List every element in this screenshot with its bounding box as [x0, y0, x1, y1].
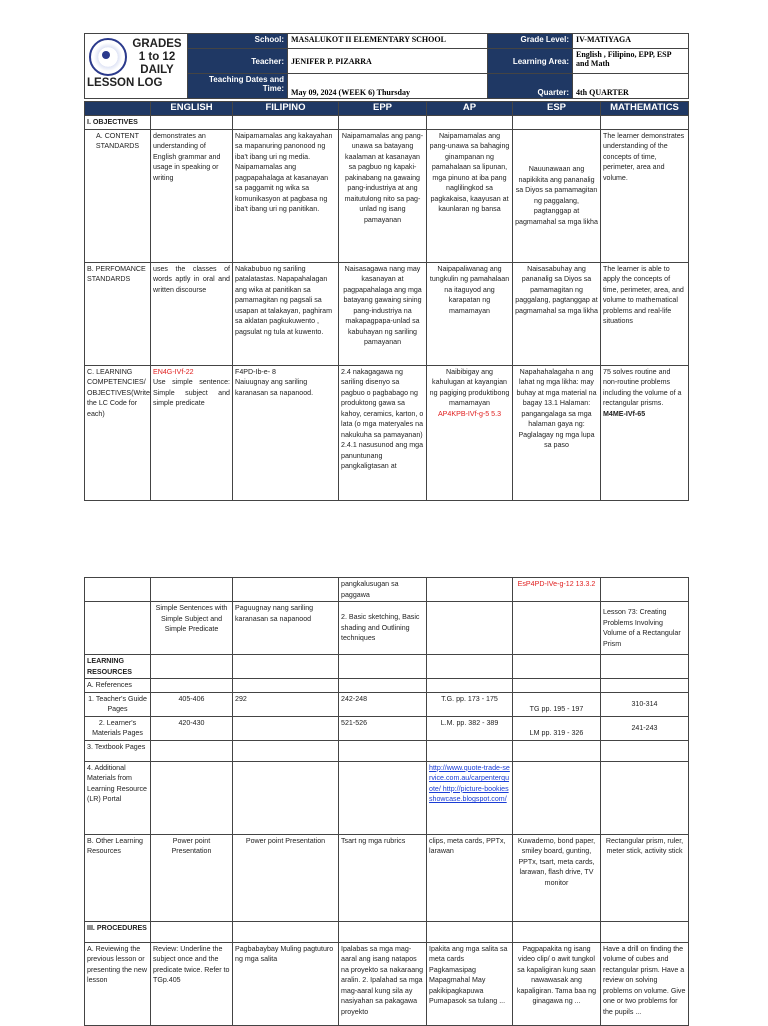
other-math: Rectangular prism, ruler, meter stick, activity stick: [601, 834, 689, 921]
content-filipino: Naipamamalas ang kakayahan sa mapanuring panonood ng iba't ibang uri ng media. Naipamamalas ang pagpapahalaga at kasanayan sa paggamit ng wika sa komunikasyon at pagbasa ng iba't ibang uri ng panitikan.: [233, 129, 339, 262]
teacher-value: JENIFER P. PIZARRA: [288, 49, 488, 74]
competency-esp: Napahahalagaha n ang lahat ng mga likha: may buhay at mga material na bagay 13.1 Halaman: pangangalaga sa mga halaman gaya ng: Paglalagay ng mga lupa sa paso: [513, 365, 601, 500]
lm-filipino: [233, 716, 339, 740]
dates-value: May 09, 2024 (WEEK 6) Thursday: [288, 74, 488, 99]
topic-filipino: Paguugnay nang sariling karanasan sa napanood: [233, 602, 339, 655]
header-title: GRADES 1 to 12 DAILY: [132, 38, 182, 76]
competency-filipino: [233, 365, 339, 500]
col-head-blank: [85, 102, 151, 116]
performance-esp: Naisasabuhay ang pananalig sa Diyos sa pamamagitan ng paggalang, pagtanggap at pagmamahal sa mga likha: [513, 262, 601, 365]
competency-ap-code: AP4KPB-IVf-g-5 5.3: [437, 409, 502, 418]
resources-heading: LEARNING RESOURCES: [85, 655, 151, 679]
review-math: Have a drill on finding the volume of cubes and rectangular prism. Have a review on solving problems on volume. Give one or two problems for the pupils ...: [601, 942, 689, 1025]
header-title-block: [85, 34, 188, 99]
learning-area-value: English , Filipino, EPP, ESP and Math: [573, 49, 689, 74]
esp-code: EsP4PD-IVe-g-12 13.3.2: [513, 578, 601, 602]
tg-epp: 242-248: [339, 692, 427, 716]
tg-ap: T.G. pp. 173 - 175: [427, 692, 513, 716]
objectives-heading: I. OBJECTIVES: [85, 116, 151, 130]
ap-portal-links[interactable]: http://www.quote-trade-service.com.au/carpenterquote/ http://picture-bookiesshowcase.blogspot.com/: [427, 761, 513, 834]
review-english: Review: Underline the subject once and the predicate twice. Refer to TGp.405: [151, 942, 233, 1025]
tg-math: 310-314: [601, 692, 689, 716]
other-epp: Tsart ng mga rubrics: [339, 834, 427, 921]
competency-ap-text: Naibibigay ang kahulugan at kayangian ng pagiging produktibong mamamayan: [429, 367, 510, 407]
reviewing-label: A. Reviewing the previous lesson or presenting the new lesson: [85, 942, 151, 1025]
tg-esp: TG pp. 195 - 197: [513, 692, 601, 716]
other-filipino: Power point Presentation: [233, 834, 339, 921]
performance-math: The learner is able to apply the concepts of time, perimeter, area, and volume to mathematical problems and real-life situations: [601, 262, 689, 365]
col-head-ap: AP: [427, 102, 513, 116]
learning-area-label: Learning Area:: [488, 49, 573, 74]
teacher-guide-label: 1. Teacher's Guide Pages: [85, 692, 151, 716]
performance-standards-label: B. PERFOMANCE STANDARDS: [85, 262, 151, 365]
topic-math: Lesson 73: Creating Problems Involving Volume of a Rectangular Prism: [601, 602, 689, 655]
performance-epp: Naisasagawa nang may kasanayan at pagpapahalaga ang mga batayang gawaing sining pang-industriya na makapagpapa-unlad sa kabuhayan ng sariling pamayanan: [339, 262, 427, 365]
topic-epp: 2. Basic sketching, Basic shading and Outlining techniques: [339, 602, 427, 655]
other-esp: Kuwaderno, bond paper, smiley board, gunting, PPTx, tsart, meta cards, larawan, flash drive, TV monitor: [513, 834, 601, 921]
content-epp: Naipamamalas ang pang-unawa sa batayang kaalaman at kasanayan sa pagbuo ng kapaki-pakinabang na gawaing pang-industriya at ang maitutulong nito sa pag-unlad ng isang pamayanan: [339, 129, 427, 262]
content-math: The learner demonstrates understanding of the concepts of time, perimeter, area and volume.: [601, 129, 689, 262]
competency-english: [151, 365, 233, 500]
tg-english: 405-406: [151, 692, 233, 716]
competency-ap: [427, 365, 513, 500]
quarter-label: Quarter:: [488, 74, 573, 99]
review-ap: Ipakita ang mga salita sa meta cards Pagkamasipag Mapagmahal May pakikipagkapuwa Pumapasok sa tulang ...: [427, 942, 513, 1025]
lesson-log-header: [84, 33, 688, 99]
competency-filipino-code: F4PD-Ib-e- 8: [235, 367, 276, 376]
review-esp: Pagpapakita ng isang video clip/ o awit tungkol sa kapaligiran kung saan nawawasak ang kapaligiran. Tama baa ng ginagawa ng ...: [513, 942, 601, 1025]
performance-ap: Naipapaliwanag ang tungkulin ng pamahalaan na itaguyod ang karapatan ng mamamayan: [427, 262, 513, 365]
competency-math-text: 75 solves routine and non-routine problems including the volume of a rectangular prisms.: [603, 367, 682, 407]
content-english: demonstrates an understanding of English grammar and usage in speaking or writing: [151, 129, 233, 262]
procedures-heading: III. PROCEDURES: [85, 921, 151, 942]
performance-filipino: Nakabubuo ng sariling patalatastas. Napapahalagan ang wika at panitikan sa pamamagitan ng pagsali sa usapan at talakayan, paghiram sa aklatan pagkukuwento , pagsulat ng tula at kuwento.: [233, 262, 339, 365]
competency-filipino-text: Naiuugnay ang sariling karanasan sa napanood.: [235, 378, 314, 397]
header-title-lesson-log: LESSON LOG: [87, 77, 163, 89]
performance-english: uses the classes of words aptly in oral and written discourse: [151, 262, 233, 365]
lm-ap: L.M. pp. 382 - 389: [427, 716, 513, 740]
lesson-log-table: [84, 101, 688, 501]
content-standards-label: A. CONTENT STANDARDS: [85, 129, 151, 262]
school-label: School:: [188, 34, 288, 49]
teacher-label: Teacher:: [188, 49, 288, 74]
content-esp: Nauunawaan ang napikikita ang pananalig sa Diyos sa pamamagitan ng paggalang, pagtanggap at pagmamahal sa mga likha: [513, 129, 601, 262]
col-head-math: MATHEMATICS: [601, 102, 689, 116]
topic-english: Simple Sentences with Simple Subject and Simple Predicate: [151, 602, 233, 655]
lm-epp: 521-526: [339, 716, 427, 740]
col-head-esp: ESP: [513, 102, 601, 116]
content-ap: Naipamamalas ang pang-unawa sa bahaging ginampanan ng pamahalaan sa lipunan, mga pinuno at iba pang naglilingkod sa pagkakaisa, kaayusan at kaunlaran ng bansa: [427, 129, 513, 262]
grade-label: Grade Level:: [488, 34, 573, 49]
dates-label: Teaching Dates and Time:: [188, 74, 288, 99]
quarter-value: 4th QUARTER: [573, 74, 689, 99]
references-label: A. References: [85, 679, 151, 693]
additional-materials-label: 4. Additional Materials from Learning Resource (LR) Portal: [85, 761, 151, 834]
epp-continued: pangkalusugan sa paggawa: [339, 578, 427, 602]
review-epp: Ipalabas sa mga mag-aaral ang isang natapos na proyekto sa nakaraang aralin. 2. Ipalahad sa mga mag-aaral kung sila ay nasiyahan sa pakagawa proyekto: [339, 942, 427, 1025]
competency-english-text: Use simple sentence: Simple subject and simple predicate: [153, 378, 230, 407]
other-resources-label: B. Other Learning Resources: [85, 834, 151, 921]
competency-english-code: EN4G-IVf-22: [153, 367, 194, 376]
col-head-filipino: FILIPINO: [233, 102, 339, 116]
competency-math: [601, 365, 689, 500]
lm-math: 241-243: [601, 716, 689, 740]
deped-seal-logo: [89, 38, 127, 76]
lesson-log-table-page2: [84, 577, 688, 1026]
col-head-epp: EPP: [339, 102, 427, 116]
competency-math-code: M4ME-IVf-65: [603, 409, 646, 418]
grade-value: IV-MATIYAGA: [573, 34, 689, 49]
competency-epp: 2.4 nakagagawa ng sariling disenyo sa pagbuo o pagbabago ng produktong gawa sa kahoy, ceramics, karton, o lata (o mga materyales na nakukuha sa pamayanan) 2.4.1 nasusunod ang mga panuntunang pangkaligtasan at: [339, 365, 427, 500]
other-english: Power point Presentation: [151, 834, 233, 921]
competencies-label: C. LEARNING COMPETENCIES/ OBJECTIVES(Write the LC Code for each): [85, 365, 151, 500]
learner-materials-label: 2. Learner's Materials Pages: [85, 716, 151, 740]
review-filipino: Pagbabaybay Muling pagtuturo ng mga salita: [233, 942, 339, 1025]
tg-filipino: 292: [233, 692, 339, 716]
lm-english: 420-430: [151, 716, 233, 740]
school-value: MASALUKOT II ELEMENTARY SCHOOL: [288, 34, 488, 49]
textbook-label: 3. Textbook Pages: [85, 740, 151, 761]
lm-esp: LM pp. 319 - 326: [513, 716, 601, 740]
other-ap: clips, meta cards, PPTx, larawan: [427, 834, 513, 921]
col-head-english: ENGLISH: [151, 102, 233, 116]
